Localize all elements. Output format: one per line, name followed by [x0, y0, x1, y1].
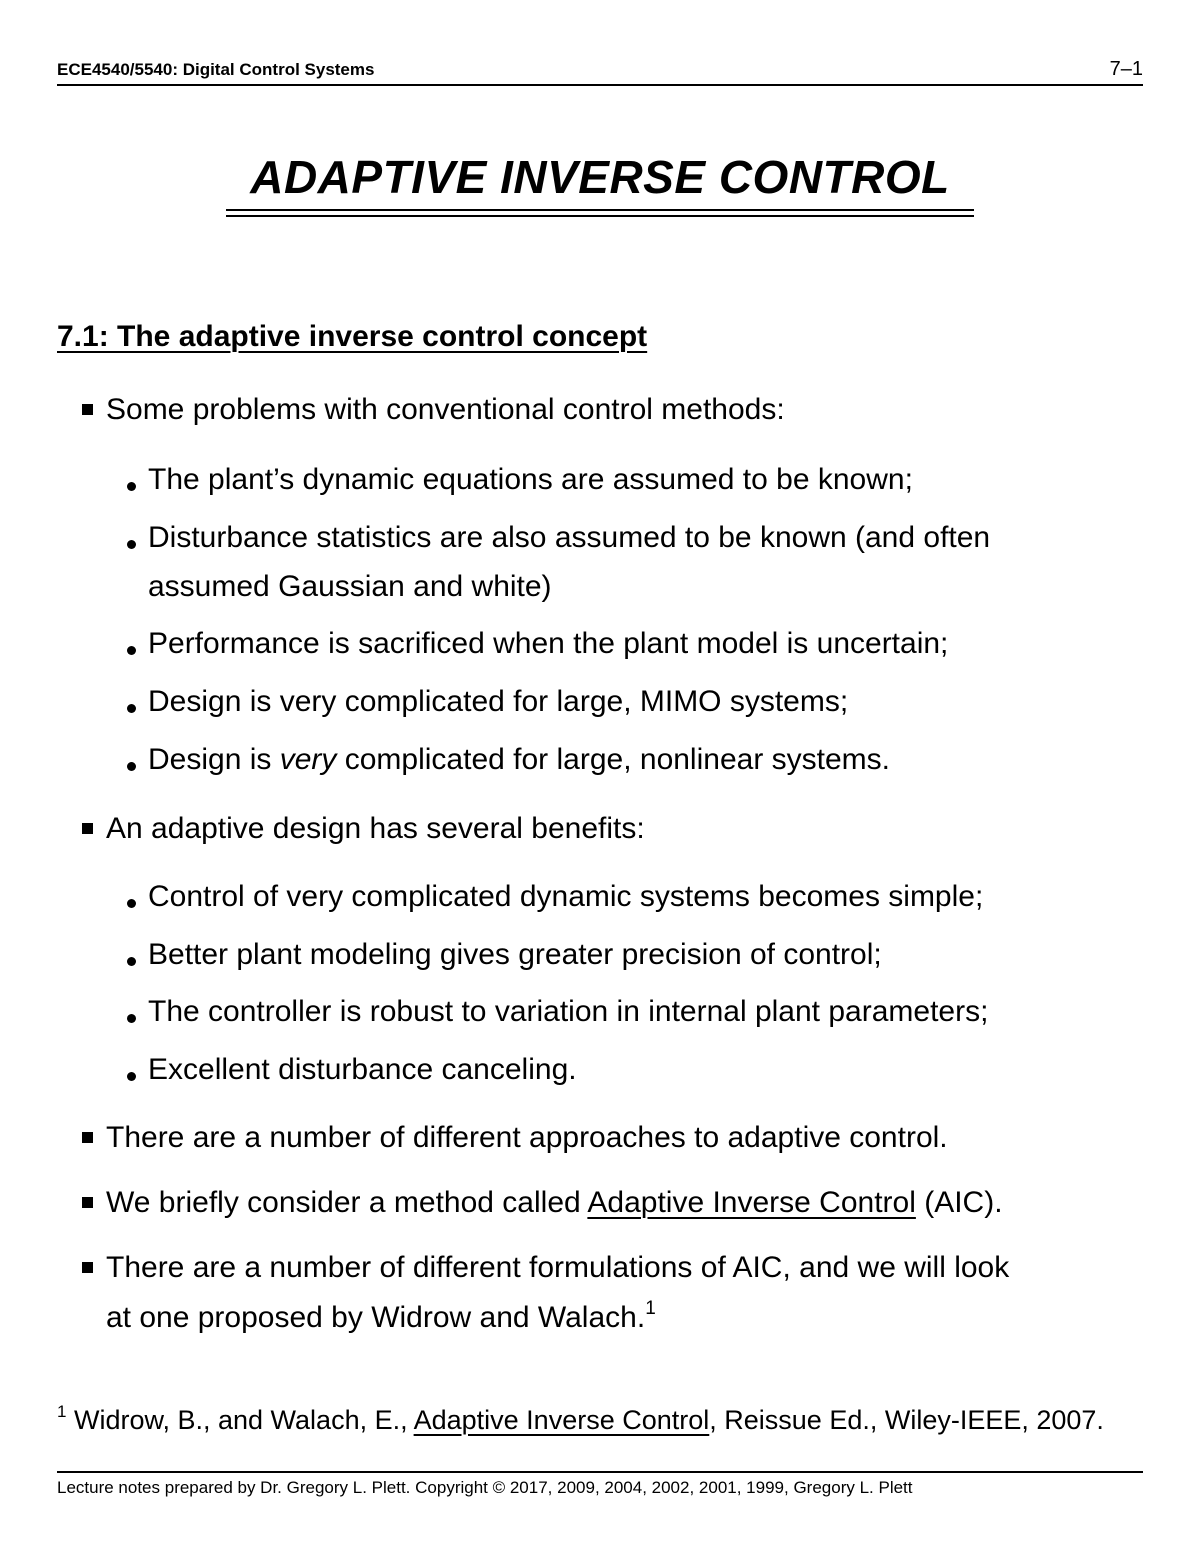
- bullet-consider: [106, 1179, 1003, 1227]
- round-bullet-icon: [127, 482, 136, 491]
- page-number: 7–1: [1109, 58, 1143, 80]
- emphasis-very: very: [279, 743, 337, 776]
- text-run: Design is: [148, 743, 280, 776]
- sub-item: [148, 736, 890, 784]
- footer-rule: [57, 1471, 1143, 1473]
- round-bullet-icon: [127, 899, 136, 908]
- bullet-formulations-continuation: [106, 1294, 656, 1342]
- course-title: ECE4540/5540: Digital Control Systems: [57, 60, 375, 79]
- bullet-formulations: There are a number of different formulations of AIC, and we will look: [106, 1251, 1010, 1284]
- text-run: Widrow, B., and Walach, E.,: [66, 1405, 414, 1435]
- sub-item: The plant’s dynamic equations are assumed to be known;: [148, 463, 913, 496]
- text-run: , Reissue Ed., Wiley-IEEE, 2007.: [709, 1405, 1104, 1435]
- square-bullet-icon: [82, 1132, 93, 1143]
- text-run: complicated for large, nonlinear systems.: [336, 743, 890, 776]
- round-bullet-icon: [127, 762, 136, 771]
- page-title: ADAPTIVE INVERSE CONTROL: [250, 151, 950, 203]
- aic-term: Adaptive Inverse Control: [587, 1186, 916, 1219]
- bullet-problems: Some problems with conventional control methods:: [106, 393, 785, 426]
- sub-item: The controller is robust to variation in internal plant parameters;: [148, 995, 989, 1028]
- round-bullet-icon: [127, 704, 136, 713]
- square-bullet-icon: [82, 1197, 93, 1208]
- sub-item: Disturbance statistics are also assumed to be known (and often: [148, 521, 991, 554]
- running-header: [57, 58, 1143, 81]
- square-bullet-icon: [82, 1262, 93, 1273]
- round-bullet-icon: [127, 1072, 136, 1081]
- footnote-reference: 1: [645, 1298, 656, 1319]
- footnote: [57, 1398, 1104, 1442]
- title-underline-bottom: [226, 215, 974, 217]
- sub-item: Better plant modeling gives greater precision of control;: [148, 938, 882, 971]
- section-heading: 7.1: The adaptive inverse control concept: [57, 320, 648, 353]
- page-footer: Lecture notes prepared by Dr. Gregory L. Plett. Copyright © 2017, 2009, 2004, 2002, 2001, 1999, Gregory L. Plett: [57, 1478, 913, 1497]
- bullet-benefits: An adaptive design has several benefits:: [106, 812, 645, 845]
- square-bullet-icon: [82, 404, 93, 415]
- square-bullet-icon: [82, 823, 93, 834]
- round-bullet-icon: [127, 646, 136, 655]
- bullet-approaches: There are a number of different approaches to adaptive control.: [106, 1121, 948, 1154]
- round-bullet-icon: [127, 957, 136, 966]
- header-rule: [57, 84, 1143, 86]
- title-underline-top: [226, 209, 974, 211]
- text-run: (AIC).: [915, 1186, 1003, 1219]
- book-title: Adaptive Inverse Control: [413, 1405, 710, 1435]
- text-run: We briefly consider a method called: [106, 1186, 588, 1219]
- footnote-mark: 1: [57, 1402, 67, 1421]
- sub-item: Performance is sacrificed when the plant model is uncertain;: [148, 627, 949, 660]
- text-run: at one proposed by Widrow and Walach.: [106, 1301, 646, 1334]
- round-bullet-icon: [127, 540, 136, 549]
- sub-item-continuation: assumed Gaussian and white): [148, 570, 552, 603]
- round-bullet-icon: [127, 1014, 136, 1023]
- sub-item: Excellent disturbance canceling.: [148, 1053, 577, 1086]
- sub-item: Control of very complicated dynamic systems becomes simple;: [148, 880, 984, 913]
- sub-item: Design is very complicated for large, MIMO systems;: [148, 685, 849, 718]
